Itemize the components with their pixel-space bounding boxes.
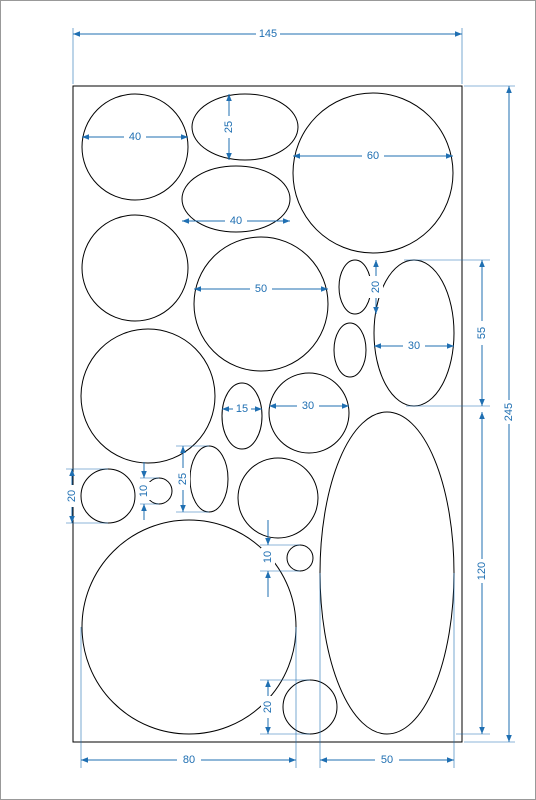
label-e5: 15 <box>235 403 249 415</box>
label-bottom-right: 50 <box>380 754 394 766</box>
label-e6: 25 <box>177 472 189 486</box>
plate-outline <box>73 86 462 742</box>
label-e3: 20 <box>370 280 382 294</box>
circle-small-left <box>81 469 135 523</box>
circle-left-third <box>81 329 215 463</box>
circle-bottom-small <box>283 680 337 734</box>
ellipse-top-middle <box>192 94 298 160</box>
ellipse-large-right <box>320 412 454 734</box>
label-c7: 10 <box>262 550 274 564</box>
label-e4: 30 <box>407 340 421 352</box>
circle-top-right <box>293 93 453 253</box>
label-c2: 60 <box>366 150 380 162</box>
circle-top-left <box>82 94 188 200</box>
label-right-lower: 120 <box>476 561 488 581</box>
circle-left-second <box>82 215 188 321</box>
label-e1: 25 <box>223 120 235 134</box>
label-c4: 30 <box>301 400 315 412</box>
label-c8: 20 <box>262 700 274 714</box>
label-c1: 40 <box>128 131 142 143</box>
label-c3: 50 <box>254 283 268 295</box>
label-e2: 40 <box>229 215 243 227</box>
ellipse-small-middle <box>190 446 228 512</box>
label-c6: 10 <box>138 484 150 498</box>
circle-middle-lower <box>238 458 318 538</box>
ellipse-right-middle <box>374 260 454 406</box>
label-overall-width: 145 <box>258 28 278 40</box>
label-c5: 20 <box>66 489 78 503</box>
circle-tiny-middle <box>287 545 313 571</box>
ellipse-small-lower <box>334 323 366 377</box>
circle-center-large <box>194 237 328 371</box>
label-bottom-left: 80 <box>182 754 196 766</box>
ellipse-small-upper <box>339 260 371 314</box>
label-overall-height: 245 <box>503 402 515 422</box>
label-right-upper: 55 <box>476 326 488 340</box>
